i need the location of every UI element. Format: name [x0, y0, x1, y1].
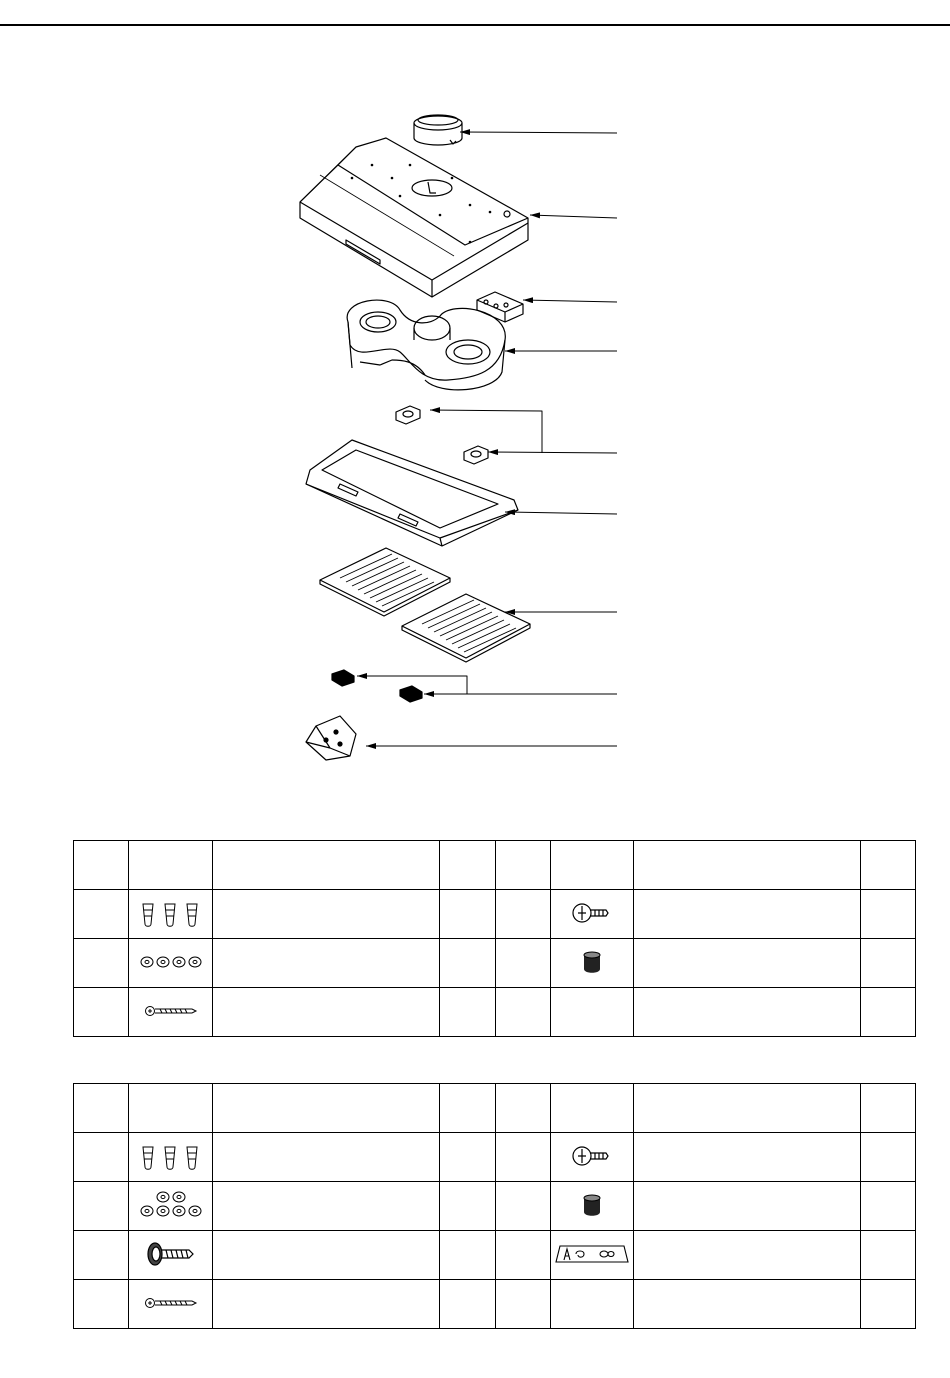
- washer-head-screw-icon: [570, 896, 614, 930]
- parts-table-2: [73, 1083, 916, 1329]
- anchor-plug-icon: [577, 1190, 607, 1220]
- table-row: [74, 988, 916, 1037]
- header-cell: [551, 1084, 634, 1133]
- filter-icon: [320, 548, 530, 662]
- duct-collar-icon: [414, 115, 462, 145]
- table-row: [74, 1280, 916, 1329]
- table-header-row: [74, 1084, 916, 1133]
- header-cell: [634, 841, 861, 890]
- header-cell: [496, 1084, 551, 1133]
- flange-screw-icon: [145, 1238, 197, 1270]
- header-cell: [440, 1084, 496, 1133]
- header-cell: [496, 841, 551, 890]
- bottom-panel-icon: [306, 440, 518, 546]
- wire-nuts-3-icon: [136, 896, 206, 930]
- lamp-icon: [396, 406, 488, 464]
- parts-table-1: [73, 840, 916, 1037]
- table-row: [74, 939, 916, 988]
- washers-4-icon: [139, 952, 203, 972]
- long-screw-icon: [144, 1295, 198, 1311]
- header-cell: [213, 841, 440, 890]
- hood-body-icon: [300, 138, 528, 297]
- header-cell: [74, 841, 129, 890]
- table-row: [74, 1182, 916, 1231]
- table-header-row: [74, 841, 916, 890]
- bracket-template-icon: [554, 1242, 630, 1266]
- header-cell: [74, 1084, 129, 1133]
- table-row: [74, 1133, 916, 1182]
- header-cell: [634, 1084, 861, 1133]
- table-row: [74, 890, 916, 939]
- header-cell: [440, 841, 496, 890]
- header-cell: [861, 1084, 916, 1133]
- table-row: [74, 1231, 916, 1280]
- header-cell: [551, 841, 634, 890]
- damper-icon: [306, 716, 356, 760]
- anchor-plug-icon: [577, 947, 607, 977]
- clip-icon: [332, 670, 422, 702]
- washers-6-icon: [139, 1189, 203, 1221]
- control-switch-icon: [477, 292, 523, 322]
- washer-head-screw-icon: [570, 1139, 614, 1173]
- long-screw-icon: [144, 1003, 198, 1019]
- header-cell: [129, 1084, 213, 1133]
- blower-icon: [347, 300, 505, 390]
- wire-nuts-3-icon: [136, 1139, 206, 1173]
- header-cell: [861, 841, 916, 890]
- leader-lines: [357, 132, 617, 746]
- header-cell: [129, 841, 213, 890]
- header-cell: [213, 1084, 440, 1133]
